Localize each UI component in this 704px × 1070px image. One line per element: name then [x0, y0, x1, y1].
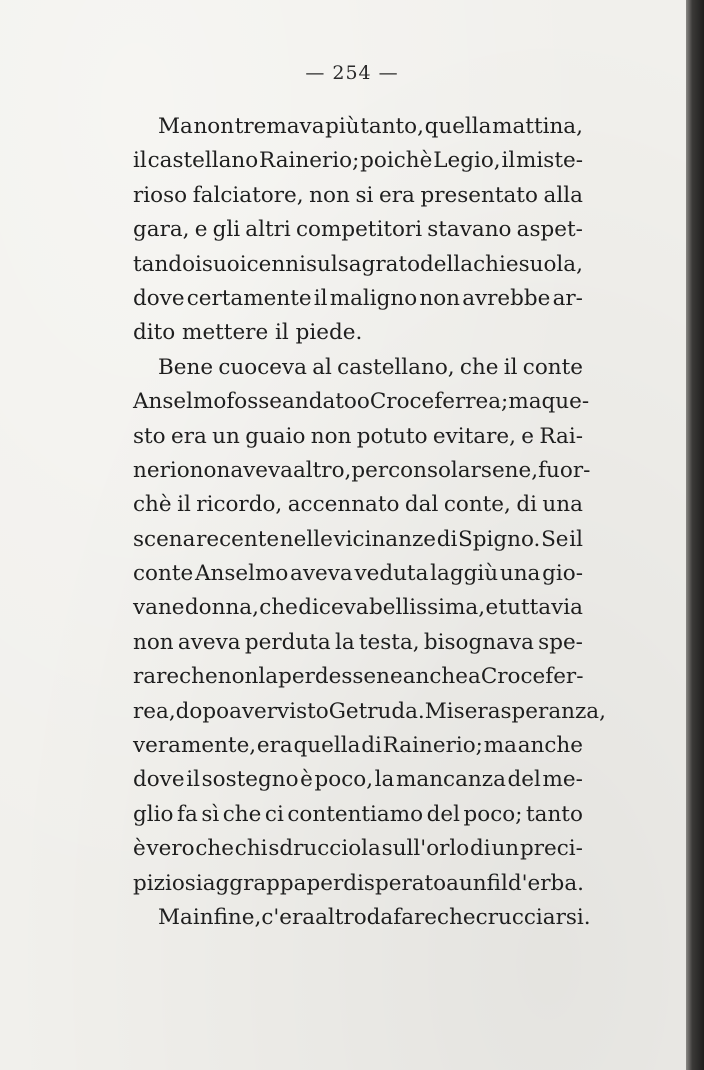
text-line: glio fa sì che ci contentiamo del poco; tanto: [133, 801, 583, 827]
text-line: sto era un guaio non potuto evitare, e Rai-: [133, 423, 583, 449]
text-line: conte Anselmo aveva veduta laggiù una gio-: [133, 561, 583, 587]
text-line: Ma infine, c'era altro da fare che crucciarsi.: [158, 904, 591, 930]
text-line: nerio non aveva altro, per consolarsene, fuor-: [133, 457, 591, 483]
body-text: [133, 110, 606, 935]
text-line: il castellano Rainerio; poichè Legio, il miste-: [133, 148, 583, 174]
text-line: gara, e gli altri competitori stavano aspet-: [133, 217, 583, 243]
text-line: scena recente nelle vicinanze di Spigno. Se il: [133, 526, 583, 552]
text-line: dove certamente il maligno non avrebbe ar-: [133, 285, 583, 311]
binding-edge: [686, 0, 704, 1070]
text-line: rioso falciatore, non si era presentato alla: [133, 182, 583, 208]
text-line: rare che non la perdesse neanche a Crocefer-: [133, 664, 584, 690]
text-line: veramente, era quella di Rainerio; ma anche: [133, 733, 583, 759]
text-line: è vero che chi sdrucciola sull'orlo di un preci-: [133, 836, 583, 862]
text-line: chè il ricordo, accennato dal conte, di una: [133, 492, 583, 518]
text-line: Ma non tremava più tanto, quella mattina,: [158, 114, 583, 139]
text-line: Bene cuoceva al castellano, che il conte: [158, 354, 583, 380]
text-line: non aveva perduta la testa, bisognava spe-: [133, 629, 583, 655]
text-line: dove il sostegno è poco, la mancanza del me-: [133, 767, 583, 793]
text-line: Anselmo fosse andato o Croceferrea; ma que-: [133, 389, 590, 415]
text-line: tando i suoi cenni sul sagrato della chiesuola,: [133, 251, 583, 277]
text-line: dito mettere il piede.: [133, 320, 363, 346]
text-line: vane donna, che diceva bellissima, e tuttavia: [133, 595, 583, 621]
text-line: pizio si aggrappa per disperato a un fil d'erba.: [133, 870, 584, 896]
page-number: — 254 —: [305, 62, 399, 84]
text-line: rea, dopo aver visto Getruda. Misera speranza,: [133, 698, 606, 724]
